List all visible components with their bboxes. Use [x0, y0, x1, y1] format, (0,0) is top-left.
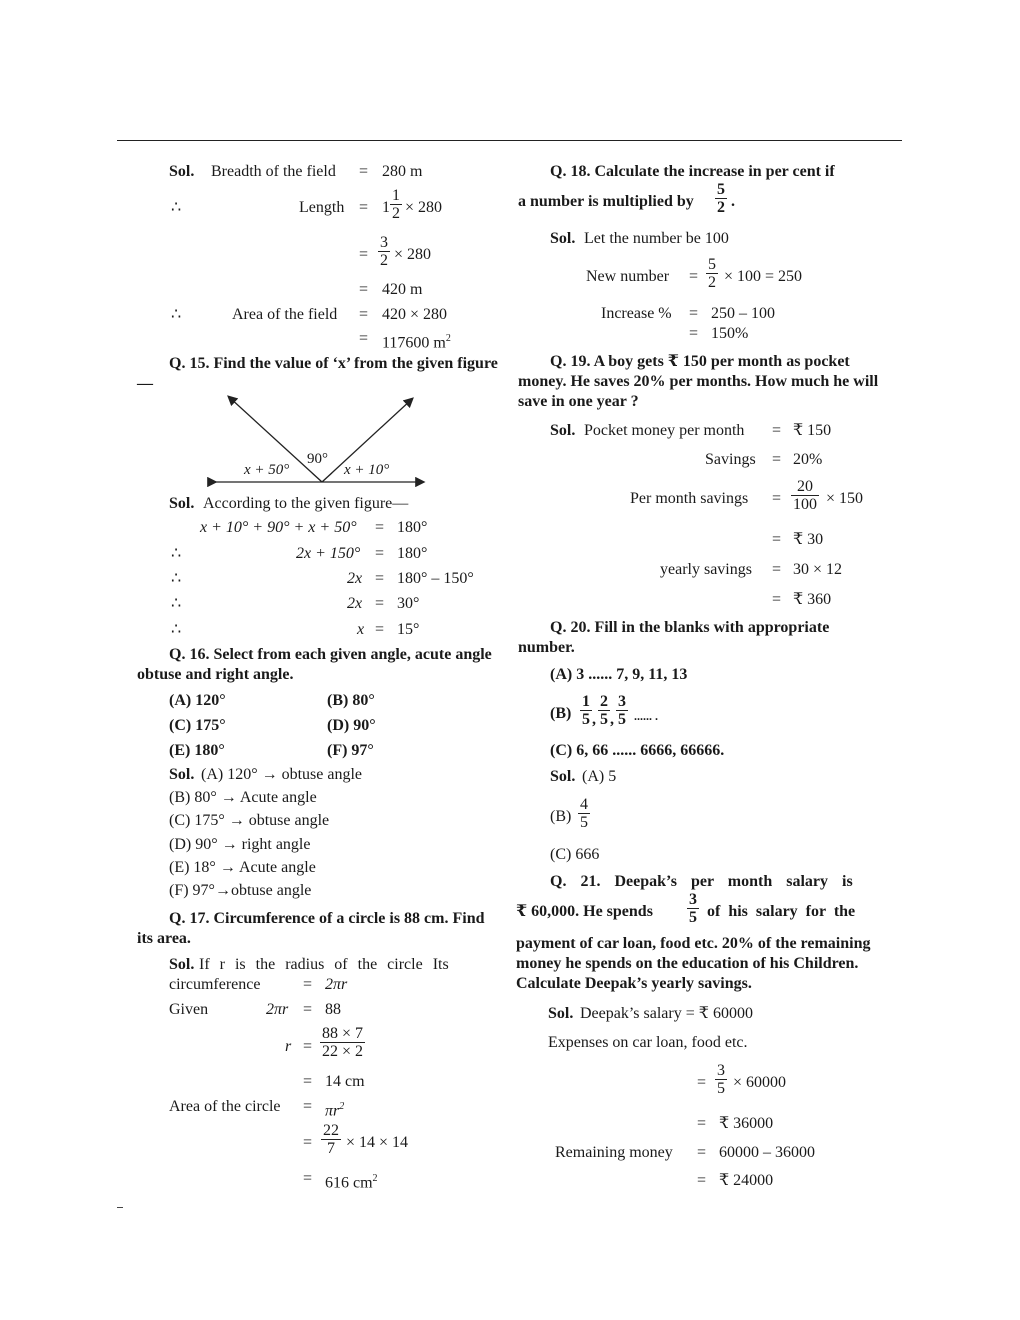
denominator: 5: [689, 909, 697, 926]
eq1-right: 180°: [397, 519, 428, 536]
equals: =: [303, 1134, 313, 1151]
mixed-whole: 1: [382, 199, 390, 216]
eq1-left: x + 10° + 90° + x + 50°: [200, 519, 357, 536]
increase-value: 150%: [711, 325, 749, 342]
given-label: Given: [169, 1001, 209, 1018]
numerator: 5: [717, 181, 725, 198]
expenses-label: Expenses on car loan, food etc.: [548, 1034, 748, 1051]
increase-label: Increase %: [601, 305, 672, 322]
times-14-14: × 14 × 14: [346, 1134, 409, 1151]
equals: =: [359, 163, 369, 180]
seq-fraction-2: [598, 693, 610, 728]
numerator: 3: [380, 234, 388, 251]
seq-fraction-1: [580, 693, 592, 728]
equals: =: [303, 1170, 313, 1187]
sol-intro: Let the number be 100: [584, 230, 729, 247]
right-angle-mark: [312, 473, 332, 482]
length-value: 420 m: [382, 281, 423, 298]
times-100: × 100 = 250: [724, 268, 803, 285]
option-c: (C) 175°: [169, 717, 226, 734]
breadth-label: Breadth of the field: [211, 163, 336, 180]
sol-c: (C) 175° → obtuse angle: [169, 812, 330, 829]
page-mark: [117, 1207, 123, 1208]
times-150: × 150: [826, 490, 864, 507]
radius-value: 14 cm: [325, 1073, 365, 1090]
q21-title-line2a: ₹ 60,000. He spends: [516, 903, 653, 920]
equals: =: [303, 1073, 313, 1090]
seq-fraction-3: [616, 693, 628, 728]
remaining-expression: 60000 – 36000: [719, 1144, 815, 1161]
equals: =: [689, 268, 699, 285]
fraction-four-fifths: [578, 796, 590, 831]
fraction-three-halves: [378, 234, 390, 269]
equals: =: [303, 976, 313, 993]
q20-title: Q. 20. Fill in the blanks with appropriate number.: [518, 619, 830, 656]
equals: =: [359, 306, 369, 323]
equals: =: [772, 422, 782, 439]
eq5-right: 15°: [397, 621, 420, 638]
increase-expression: 250 – 100: [711, 305, 775, 322]
area-label: Area of the field: [232, 306, 338, 323]
pocket-money-value: ₹ 150: [793, 422, 832, 439]
sol-label: Sol.: [169, 956, 195, 973]
eq3-right: 180° – 150°: [397, 570, 474, 587]
equals: =: [772, 531, 782, 548]
superscript: 2: [339, 1101, 345, 1112]
denominator: 5: [580, 814, 588, 831]
sol-c: (C) 666: [550, 846, 600, 863]
equals: =: [375, 545, 385, 562]
pocket-money-label: Pocket money per month: [584, 422, 745, 439]
denominator: 7: [327, 1140, 335, 1157]
area-expression: 420 × 280: [382, 306, 448, 323]
comma: ,: [592, 711, 596, 728]
sol-a: (A) 120° → obtuse angle: [201, 766, 363, 783]
equals: =: [359, 281, 369, 298]
equals: =: [772, 591, 782, 608]
sol-label: Sol.: [169, 766, 195, 783]
superscript: 2: [372, 1173, 378, 1184]
r-symbol: r: [285, 1038, 292, 1055]
sol-label: Sol.: [548, 1005, 574, 1022]
fraction-22-7: [321, 1122, 341, 1157]
fraction-three-fifths: [687, 891, 699, 926]
equals: =: [359, 199, 369, 216]
sol-a: (A) 5: [582, 768, 617, 785]
eq3-left: 2x: [347, 570, 363, 587]
equals: =: [359, 330, 369, 347]
superscript: 2: [445, 333, 451, 344]
remaining-label: Remaining money: [555, 1144, 673, 1161]
equals: =: [772, 561, 782, 578]
equals: =: [697, 1144, 707, 1161]
fraction-half: [390, 187, 402, 222]
eq2-left: 2x + 150°: [296, 545, 361, 562]
times-280: × 280: [405, 199, 443, 216]
numerator: 88 × 7: [322, 1025, 364, 1042]
equals: =: [375, 519, 385, 536]
numerator: 1: [582, 693, 590, 710]
equals: =: [689, 325, 699, 342]
area-number: 117600 m: [382, 334, 446, 352]
therefore-sign: ∴: [171, 621, 182, 638]
q21-title-line2b: of his salary for the: [707, 903, 856, 920]
denominator: 2: [392, 205, 400, 222]
q18-title: Q. 18. Calculate the increase in per cent if: [550, 163, 835, 180]
yearly-savings-value: ₹ 360: [793, 591, 832, 608]
sol-label: Sol.: [550, 422, 576, 439]
equals: =: [697, 1115, 707, 1132]
two-pi-r: 2πr: [266, 1001, 289, 1018]
figure-label-left: x + 50°: [244, 462, 290, 478]
eq4-right: 30°: [397, 595, 420, 612]
therefore-sign: ∴: [171, 595, 182, 612]
q21-title-line1: Q. 21. Deepak’s per month salary is: [550, 873, 853, 890]
q15-title: Q. 15. Find the value of ‘x’ from the given figure—: [137, 355, 498, 392]
numerator: 3: [717, 1062, 725, 1079]
numerator: 3: [689, 891, 697, 908]
equals: =: [303, 1098, 313, 1115]
pi-r: πr: [325, 1102, 340, 1120]
q20-part-a: (A) 3 ...... 7, 9, 11, 13: [550, 666, 688, 683]
equals: =: [303, 1038, 313, 1055]
sol-label: Sol.: [169, 495, 195, 512]
q18-title-2: a number is multiplied by: [518, 193, 694, 210]
sol-b-label: (B): [550, 808, 572, 825]
numerator: 5: [708, 256, 716, 273]
equals: =: [772, 490, 782, 507]
option-b: (B) 80°: [327, 692, 375, 709]
equals: =: [375, 621, 385, 638]
eq5-left: x: [357, 621, 365, 638]
sol-intro: If r is the radius of the circle Its: [199, 956, 449, 973]
equals: =: [359, 246, 369, 263]
numerator: 22: [323, 1122, 339, 1139]
equals: =: [375, 595, 385, 612]
eq4-left: 2x: [347, 595, 363, 612]
salary-line: Deepak’s salary = ₹ 60000: [580, 1005, 753, 1022]
top-rule: [117, 140, 902, 141]
yearly-expression: 30 × 12: [793, 561, 843, 578]
yearly-savings-label: yearly savings: [660, 561, 752, 578]
equals: =: [689, 305, 699, 322]
q17-title: Q. 17. Circumference of a circle is 88 cm. Find its area.: [137, 910, 485, 947]
equals: =: [772, 451, 782, 468]
denominator: 5: [618, 711, 626, 728]
comma: ,: [610, 711, 614, 728]
expenses-value: ₹ 36000: [719, 1115, 774, 1132]
q16-title: Q. 16. Select from each given angle, acute angle obtuse and right angle.: [137, 646, 492, 683]
sol-e: (E) 18° → Acute angle: [169, 859, 316, 876]
q19-title: Q. 19. A boy gets ₹ 150 per month as pocket money. He saves 20% per months. How much he will save in one year ?: [518, 353, 879, 410]
new-number-label: New number: [586, 268, 670, 285]
q20-part-b-label: (B): [550, 705, 572, 722]
q20-part-b-tail: ...... .: [634, 709, 658, 723]
equals: =: [697, 1172, 707, 1189]
pi-r-squared: [325, 1098, 344, 1120]
fraction-20-100: [791, 478, 819, 513]
numerator: 20: [791, 478, 819, 496]
therefore-sign: ∴: [171, 306, 182, 323]
fraction-three-fifths: [715, 1062, 727, 1097]
option-e: (E) 180°: [169, 742, 225, 759]
denominator: 2: [380, 252, 388, 269]
area-value: [382, 330, 451, 352]
times-60000: × 60000: [733, 1074, 787, 1091]
sol-label: Sol.: [550, 230, 576, 247]
sol-d: (D) 90° → right angle: [169, 836, 311, 853]
equals: =: [697, 1074, 707, 1091]
angle-figure: [205, 393, 430, 487]
q21-title-body: payment of car loan, food etc. 20% of the remaining money he spends on the education of his Children. Calculate Deepak’s yearly savings.: [516, 935, 871, 992]
option-d: (D) 90°: [327, 717, 376, 734]
sol-b: (B) 80° → Acute angle: [169, 789, 317, 806]
numerator: 1: [392, 187, 400, 204]
denominator: 2: [708, 274, 716, 291]
length-label: Length: [299, 199, 345, 216]
breadth-value: 280 m: [382, 163, 423, 180]
area-number: 616 cm: [325, 1174, 373, 1192]
circumference-value: 2πr: [325, 976, 348, 993]
fraction-radius: [320, 1025, 365, 1060]
therefore-sign: ∴: [171, 545, 182, 562]
per-month-savings-label: Per month savings: [630, 490, 749, 507]
figure-label-90: 90°: [307, 451, 328, 467]
figure-label-right: x + 10°: [344, 462, 390, 478]
numerator: 3: [618, 693, 626, 710]
area-value: [325, 1170, 378, 1192]
monthly-savings-value: ₹ 30: [793, 531, 824, 548]
times-280: × 280: [394, 246, 432, 263]
q20-part-c: (C) 6, 66 ...... 6666, 66666.: [550, 742, 725, 759]
value-88: 88: [325, 1001, 341, 1018]
period: .: [731, 193, 735, 210]
sol-intro: According to the given figure—: [203, 495, 409, 512]
circumference-label: circumference: [169, 976, 261, 993]
fraction-five-halves: [706, 256, 718, 291]
denominator: 5: [717, 1080, 725, 1097]
sol-label: Sol.: [550, 768, 576, 785]
equals: =: [303, 1001, 313, 1018]
numerator: 2: [600, 693, 608, 710]
eq2-right: 180°: [397, 545, 428, 562]
denominator: 2: [717, 199, 725, 216]
sol-f: (F) 97°→obtuse angle: [169, 882, 312, 899]
equals: =: [375, 570, 385, 587]
therefore-sign: ∴: [171, 199, 182, 216]
sol-label: Sol.: [169, 163, 195, 180]
denominator: 5: [582, 711, 590, 728]
savings-label: Savings: [705, 451, 756, 468]
therefore-sign: ∴: [171, 570, 182, 587]
fraction-five-halves: [715, 181, 727, 216]
option-a: (A) 120°: [169, 692, 226, 709]
denominator: 100: [793, 496, 817, 513]
denominator: 22 × 2: [322, 1043, 364, 1060]
option-f: (F) 97°: [327, 742, 374, 759]
denominator: 5: [600, 711, 608, 728]
remaining-value: ₹ 24000: [719, 1172, 774, 1189]
savings-value: 20%: [793, 451, 823, 468]
numerator: 4: [580, 796, 588, 813]
area-label: Area of the circle: [169, 1098, 281, 1115]
